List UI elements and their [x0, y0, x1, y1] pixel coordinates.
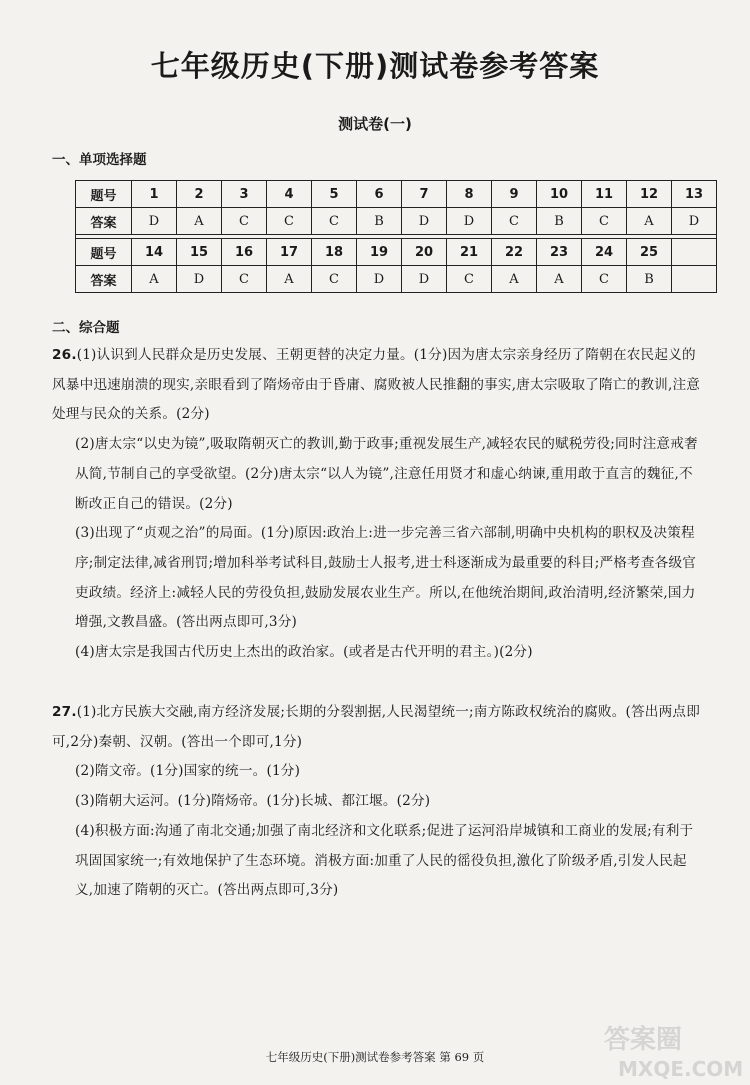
q27-part1-text: (1)北方民族大交融,南方经济发展;长期的分裂割据,人民渴望统一;南方陈政权统治的腐败。(答出两点即可,2分)秦朝、汉朝。(答出一个即可,1分): [52, 704, 700, 750]
answer-cell: B: [627, 266, 672, 293]
question-number-cell: 9: [492, 181, 537, 208]
answer-table: [75, 180, 717, 293]
answer-cell: D: [357, 266, 402, 293]
question-26: [52, 341, 702, 668]
question-number-cell: 1: [132, 181, 177, 208]
answer-cell: C: [582, 266, 627, 293]
answer-cell: A: [132, 266, 177, 293]
question-number-cell: 15: [177, 239, 222, 266]
q26-part1: [52, 341, 702, 430]
page-footer: 七年级历史(下册)测试卷参考答案 第 69 页: [265, 1050, 485, 1064]
answer-cell: C: [312, 266, 357, 293]
answer-cell: B: [357, 208, 402, 235]
answer-cell: C: [267, 208, 312, 235]
question-number-cell: 8: [447, 181, 492, 208]
question-number-cell: 3: [222, 181, 267, 208]
question-number-cell: 10: [537, 181, 582, 208]
answer-row-label: 答案: [76, 208, 132, 235]
answer-cell: A: [267, 266, 312, 293]
q27-part4: (4)积极方面:沟通了南北交通;加强了南北经济和文化联系;促进了运河沿岸城镇和工商业的发展;有利于巩固国家统一;有效地保护了生态环境。消极方面:加重了人民的徭役负担,激化了阶级矛盾,引发人民起义,加速了隋朝的灭亡。(答出两点即可,3分): [75, 822, 694, 899]
answer-cell: D: [402, 266, 447, 293]
section-heading-choice: 一、单项选择题: [52, 152, 147, 168]
answer-cell: A: [537, 266, 582, 293]
answer-cell: C: [492, 208, 537, 235]
answer-row-label: 答案: [76, 266, 132, 293]
q26-part2: (2)唐太宗“以史为镜”,吸取隋朝灭亡的教训,勤于政事;重视发展生产,减轻农民的赋税劳役;同时注意戒奢从简,节制自己的享受欲望。(2分)唐太宗“以人为镜”,注意任用贤才和虚心纳谏,重用敢于直言的魏征,不断改正自己的错误。(2分): [75, 436, 698, 512]
question-number-cell: 19: [357, 239, 402, 266]
question-number-row: [76, 181, 717, 208]
question-number-cell: [672, 239, 717, 266]
answer-cell: C: [222, 266, 267, 293]
question-number-cell: 5: [312, 181, 357, 208]
question-number-cell: 20: [402, 239, 447, 266]
q27-part1: [52, 698, 702, 757]
question-number-cell: 18: [312, 239, 357, 266]
question-27: [52, 698, 702, 906]
q26-part3: (3)出现了“贞观之治”的局面。(1分)原因:政治上:进一步完善三省六部制,明确中央机构的职权及决策程序;制定法律,减省刑罚;增加科举考试科目,鼓励士人报考,进士科逐渐成为最重要的科目;严格考查各级官吏政绩。经济上:减轻人民的劳役负担,鼓励发展农业生产。所以,在他统治期间,政治清明,经济繁荣,国力增强,文教昌盛。(答出两点即可,3分): [75, 525, 697, 631]
question-number-cell: 21: [447, 239, 492, 266]
question-number-cell: 13: [672, 181, 717, 208]
question-number-cell: 14: [132, 239, 177, 266]
question-number-cell: 6: [357, 181, 402, 208]
answer-row: [76, 208, 717, 235]
page-title: 七年级历史(下册)测试卷参考答案: [150, 49, 600, 83]
question-number-cell: 2: [177, 181, 222, 208]
question-number-cell: 11: [582, 181, 627, 208]
question-number-row-label: 题号: [76, 239, 132, 266]
watermark-line1: 答案圈: [604, 1025, 683, 1055]
question-number-row-label: 题号: [76, 181, 132, 208]
answer-cell: C: [222, 208, 267, 235]
q26-number: 26.: [52, 347, 77, 363]
answer-cell: A: [177, 208, 222, 235]
answer-row: [76, 266, 717, 293]
q27-number: 27.: [52, 704, 77, 720]
q26-part1-text: (1)认识到人民群众是历史发展、王朝更替的决定力量。(1分)因为唐太宗亲身经历了隋朝在农民起义的风暴中迅速崩溃的现实,亲眼看到了隋炀帝由于昏庸、腐败被人民推翻的事实,唐太宗吸取了隋亡的教训,注意处理与民众的关系。(2分): [52, 347, 701, 423]
question-number-cell: 4: [267, 181, 312, 208]
question-number-cell: 22: [492, 239, 537, 266]
answer-cell: B: [537, 208, 582, 235]
question-number-cell: 23: [537, 239, 582, 266]
answer-cell: [672, 266, 717, 293]
answer-cell: A: [492, 266, 537, 293]
site-watermark-logo: [596, 1018, 746, 1082]
answer-cell: D: [177, 266, 222, 293]
test-subtitle: 测试卷(一): [338, 115, 412, 133]
question-number-cell: 12: [627, 181, 672, 208]
question-number-cell: 24: [582, 239, 627, 266]
question-number-cell: 7: [402, 181, 447, 208]
q27-part2: (2)隋文帝。(1分)国家的统一。(1分): [75, 763, 301, 780]
q26-part4: (4)唐太宗是我国古代历史上杰出的政治家。(或者是古代开明的君主。)(2分): [75, 644, 533, 661]
answer-cell: C: [447, 266, 492, 293]
question-number-row: [76, 239, 717, 266]
q27-part3: (3)隋朝大运河。(1分)隋炀帝。(1分)长城、都江堰。(2分): [75, 793, 431, 810]
section-heading-comprehensive: 二、综合题: [52, 320, 120, 336]
answer-cell: D: [402, 208, 447, 235]
watermark-line2: MXQE.COM: [618, 1057, 744, 1081]
answer-cell: D: [447, 208, 492, 235]
question-number-cell: 17: [267, 239, 312, 266]
question-number-cell: 25: [627, 239, 672, 266]
question-number-cell: 16: [222, 239, 267, 266]
answer-cell: C: [582, 208, 627, 235]
answer-cell: D: [132, 208, 177, 235]
answer-cell: A: [627, 208, 672, 235]
answer-cell: D: [672, 208, 717, 235]
answer-cell: C: [312, 208, 357, 235]
